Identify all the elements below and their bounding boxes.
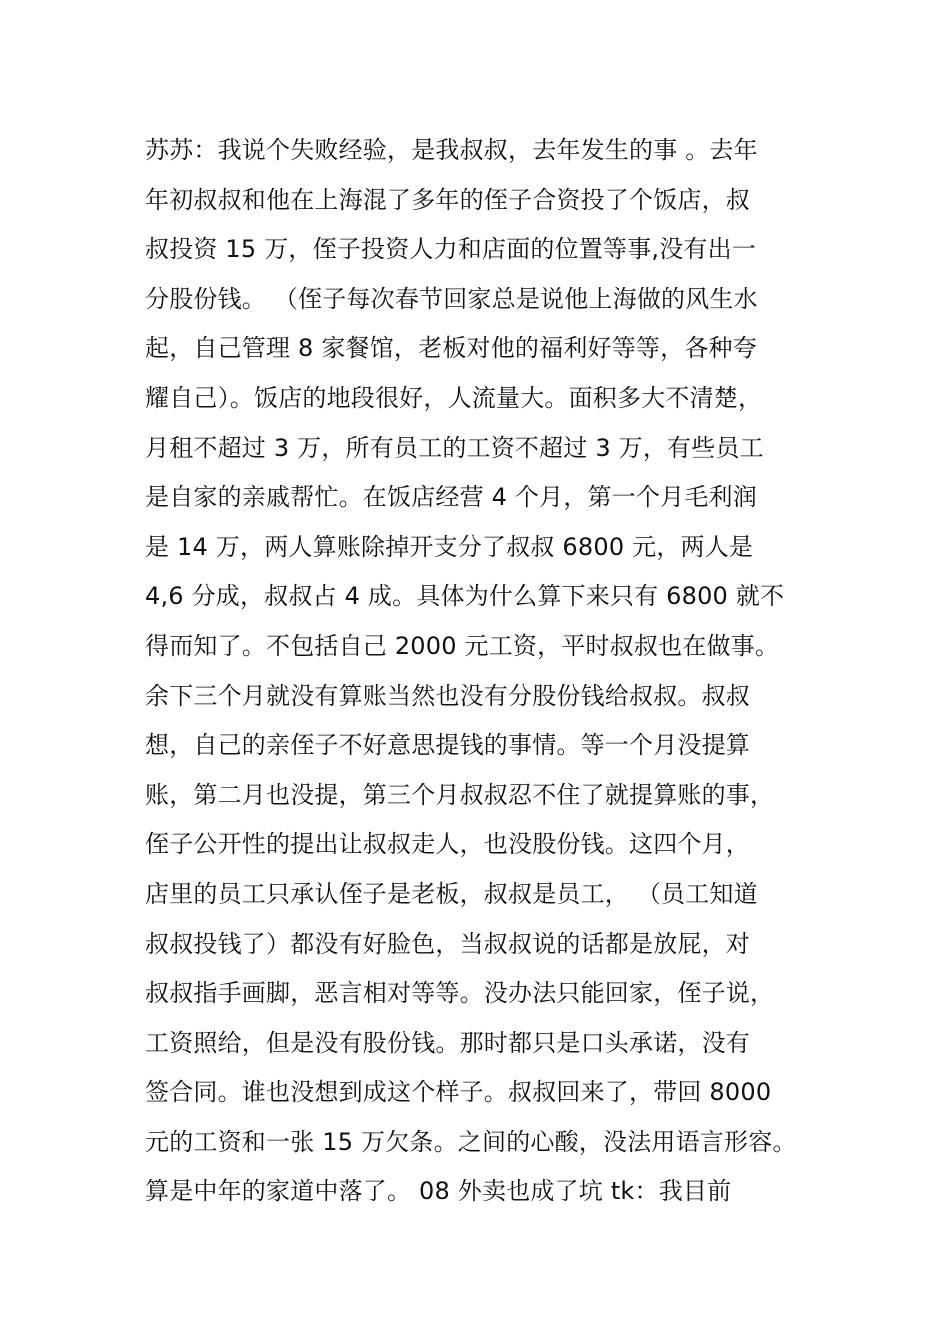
text-line: 叔叔指手画脚，恶言相对等等。没办法只能回家，侄子说， (145, 979, 775, 1008)
text-line: 是自家的亲戚帮忙。在饭店经营 4 个月，第一个月毛利润 (145, 483, 757, 512)
text-line: 算是中年的家道中落了。 08 外卖也成了坑 tk：我目前 (145, 1177, 732, 1206)
text-line: 工资照给，但是没有股份钱。那时都只是口头承诺，没有 (145, 1028, 750, 1057)
text-line: 侄子公开性的提出让叔叔走人，也没股份钱。这四个月， (145, 830, 750, 859)
text-line: 账，第二月也没提，第三个月叔叔忍不住了就提算账的事， (145, 780, 775, 809)
text-line: 月租不超过 3 万，所有员工的工资不超过 3 万，有些员工 (145, 433, 764, 462)
text-line: 分股份钱。 （侄子每次春节回家总是说他上海做的风生水 (145, 284, 758, 313)
text-line: 叔投资 15 万，侄子投资人力和店面的位置等事,没有出一 (145, 235, 757, 264)
text-line: 得而知了。不包括自己 2000 元工资，平时叔叔也在做事。 (145, 631, 780, 660)
text-line: 叔叔投钱了）都没有好脸色，当叔叔说的话都是放屁，对 (145, 929, 750, 958)
text-line: 耀自己）。饭店的地段很好，人流量大。面积多大不清楚， (145, 383, 763, 412)
text-line: 签合同。谁也没想到成这个样子。叔叔回来了，带回 8000 (145, 1078, 772, 1107)
text-line: 年初叔叔和他在上海混了多年的侄子合资投了个饭店，叔 (145, 185, 750, 214)
text-line: 4,6 分成，叔叔占 4 成。具体为什么算下来只有 6800 就不 (145, 582, 785, 611)
text-line: 起，自己管理 8 家餐馆，老板对他的福利好等等，各种夸 (145, 334, 757, 363)
text-line: 店里的员工只承认侄子是老板，叔叔是员工， （员工知道 (145, 879, 758, 908)
body-text (145, 126, 835, 1217)
text-line: 余下三个月就没有算账当然也没有分股份钱给叔叔。叔叔 (145, 681, 750, 710)
text-line: 是 14 万，两人算账除掉开支分了叔叔 6800 元，两人是 (145, 532, 754, 561)
text-line: 苏苏：我说个失败经验，是我叔叔，去年发生的事 。去年 (145, 136, 758, 164)
text-line: 想，自己的亲侄子不好意思提钱的事情。等一个月没提算 (145, 731, 750, 760)
text-line: 元的工资和一张 15 万欠条。之间的心酸，没法用语言形容。 (145, 1127, 797, 1156)
